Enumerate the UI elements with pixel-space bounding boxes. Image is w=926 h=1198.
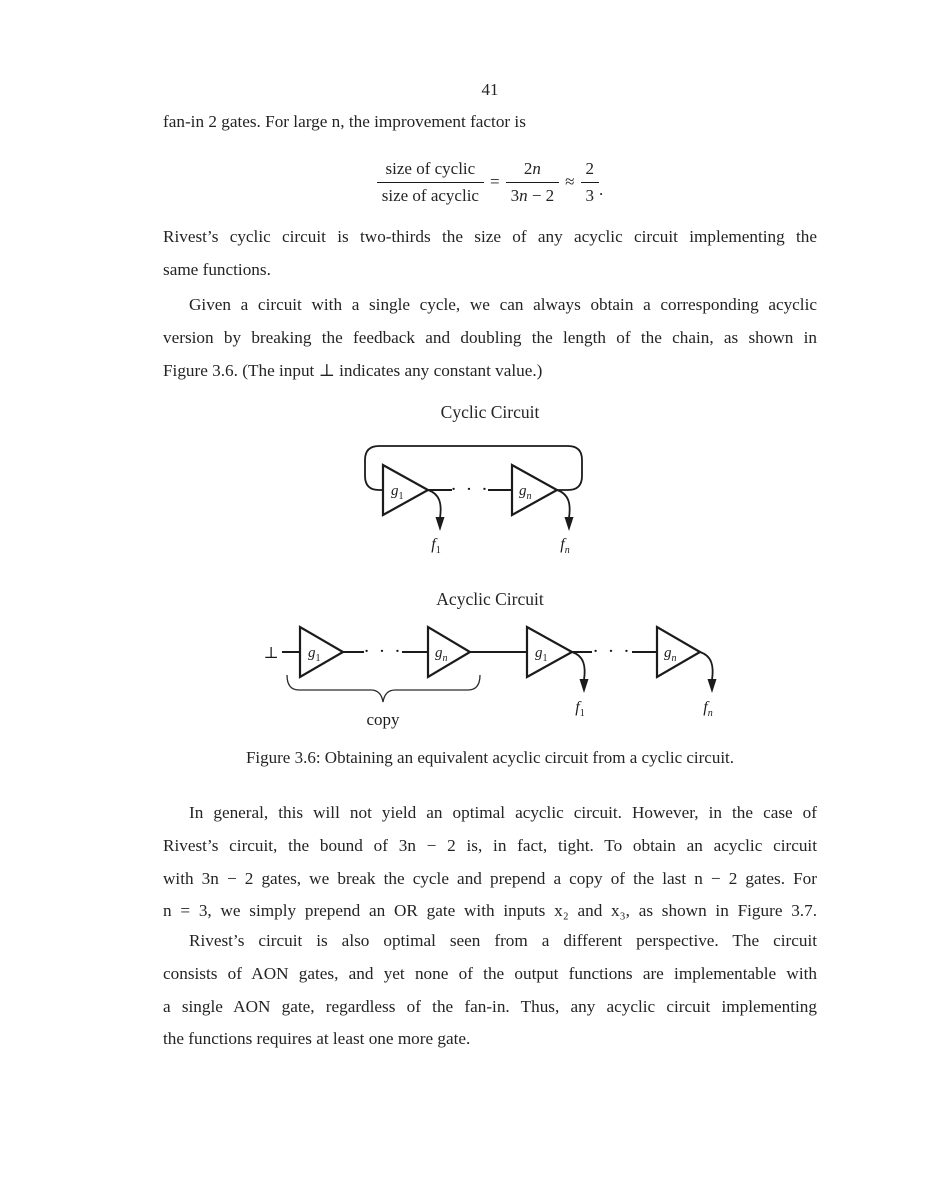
arrowhead bbox=[565, 517, 574, 531]
denominator: size of acyclic bbox=[377, 182, 484, 206]
arrowhead bbox=[580, 679, 589, 693]
ellipsis: · · · bbox=[363, 641, 403, 662]
paragraph-3 bbox=[163, 797, 817, 928]
gate-label-g1: $g_1$ bbox=[391, 483, 404, 502]
approx-sign: ≈ bbox=[565, 172, 575, 191]
output-label-fn: $f_n$ bbox=[703, 699, 713, 719]
text-line: fan-in 2 gates. For large n, the improvement factor is bbox=[163, 112, 526, 131]
figure-caption: Figure 3.6: Obtaining an equivalent acyclic circuit from a cyclic circuit. bbox=[245, 748, 735, 767]
gate-label-gn-copy: $g_n$ bbox=[435, 645, 448, 664]
gate-triangle-g1 bbox=[383, 465, 428, 515]
paragraph-1 bbox=[163, 221, 817, 287]
cyclic-circuit-title: Cyclic Circuit bbox=[440, 402, 540, 422]
paragraph-2 bbox=[163, 289, 817, 387]
text-line: Rivest’s circuit, the bound of 3n − 2 is, in fact, tight. To obtain an acyclic circuit bbox=[163, 835, 817, 855]
text-line: Rivest’s cyclic circuit is two-thirds the size of any acyclic circuit implementing the bbox=[163, 227, 817, 246]
text-line: Given a circuit with a single cycle, we can always obtain a corresponding acyclic bbox=[189, 295, 817, 314]
gate-label-g1: $g_1$ bbox=[535, 645, 548, 664]
numerator: 2 bbox=[585, 158, 594, 178]
output-arrow bbox=[572, 652, 585, 680]
equation bbox=[163, 152, 817, 212]
text-line: a single AON gate, regardless of the fan-in. Thus, any acyclic circuit implementing bbox=[163, 996, 817, 1016]
text-line: same functions. bbox=[163, 259, 271, 279]
text-line: Rivest’s circuit is also optimal seen from a different perspective. The circuit bbox=[189, 931, 817, 950]
cyclic-circuit-diagram bbox=[340, 432, 640, 557]
text-line: consists of AON gates, and yet none of the output functions are implementable with bbox=[163, 963, 817, 983]
fraction-two-thirds bbox=[581, 159, 600, 206]
numerator: size of cyclic bbox=[385, 158, 476, 178]
perp-input-label: ⊥ bbox=[263, 643, 279, 662]
numerator: 2n bbox=[523, 158, 541, 178]
ellipsis: · · · bbox=[450, 479, 490, 500]
equation-period: . bbox=[599, 180, 604, 199]
paragraph-4 bbox=[163, 925, 817, 1056]
ellipsis: · · · bbox=[592, 641, 632, 662]
output-label-fn: $f_n$ bbox=[560, 536, 570, 556]
equals-sign: = bbox=[489, 172, 500, 191]
fraction-2n-over-3n-2 bbox=[506, 159, 560, 206]
output-arrow bbox=[428, 490, 441, 518]
text-line: with 3n − 2 gates, we break the cycle and prepend a copy of the last n − 2 gates. For bbox=[163, 868, 817, 888]
text-line: n = 3, we simply prepend an OR gate with inputs x₂ and x₃, as shown in Figure 3.7. bbox=[163, 901, 817, 921]
copy-brace bbox=[287, 675, 480, 702]
output-arrow bbox=[700, 652, 713, 680]
gate-label-gn: $g_n$ bbox=[519, 483, 532, 502]
copy-label: copy bbox=[366, 710, 400, 729]
gate-label-g1-copy: $g_1$ bbox=[308, 645, 321, 664]
output-label-f1: $f_1$ bbox=[431, 536, 441, 556]
text-line: version by breaking the feedback and doubling the length of the chain, as shown in bbox=[163, 327, 817, 347]
intro-paragraph bbox=[163, 106, 817, 139]
fraction-size-ratio bbox=[377, 159, 484, 206]
arrowhead bbox=[708, 679, 717, 693]
denominator: 3 bbox=[581, 182, 600, 206]
gate-label-gn: $g_n$ bbox=[664, 645, 677, 664]
text-line: In general, this will not yield an optimal acyclic circuit. However, in the case of bbox=[189, 803, 817, 822]
output-arrow bbox=[557, 490, 570, 518]
gate-triangle-g1-copy bbox=[300, 627, 343, 677]
text-line: the functions requires at least one more gate. bbox=[163, 1029, 471, 1049]
acyclic-circuit-diagram bbox=[240, 612, 740, 737]
gate-triangle-g1 bbox=[527, 627, 572, 677]
text-line: Figure 3.6. (The input ⊥ indicates any constant value.) bbox=[163, 360, 543, 380]
page-number: 41 bbox=[481, 80, 499, 99]
arrowhead bbox=[436, 517, 445, 531]
output-label-f1: $f_1$ bbox=[575, 699, 585, 719]
denominator: 3n − 2 bbox=[506, 182, 560, 206]
acyclic-circuit-title: Acyclic Circuit bbox=[436, 589, 544, 609]
